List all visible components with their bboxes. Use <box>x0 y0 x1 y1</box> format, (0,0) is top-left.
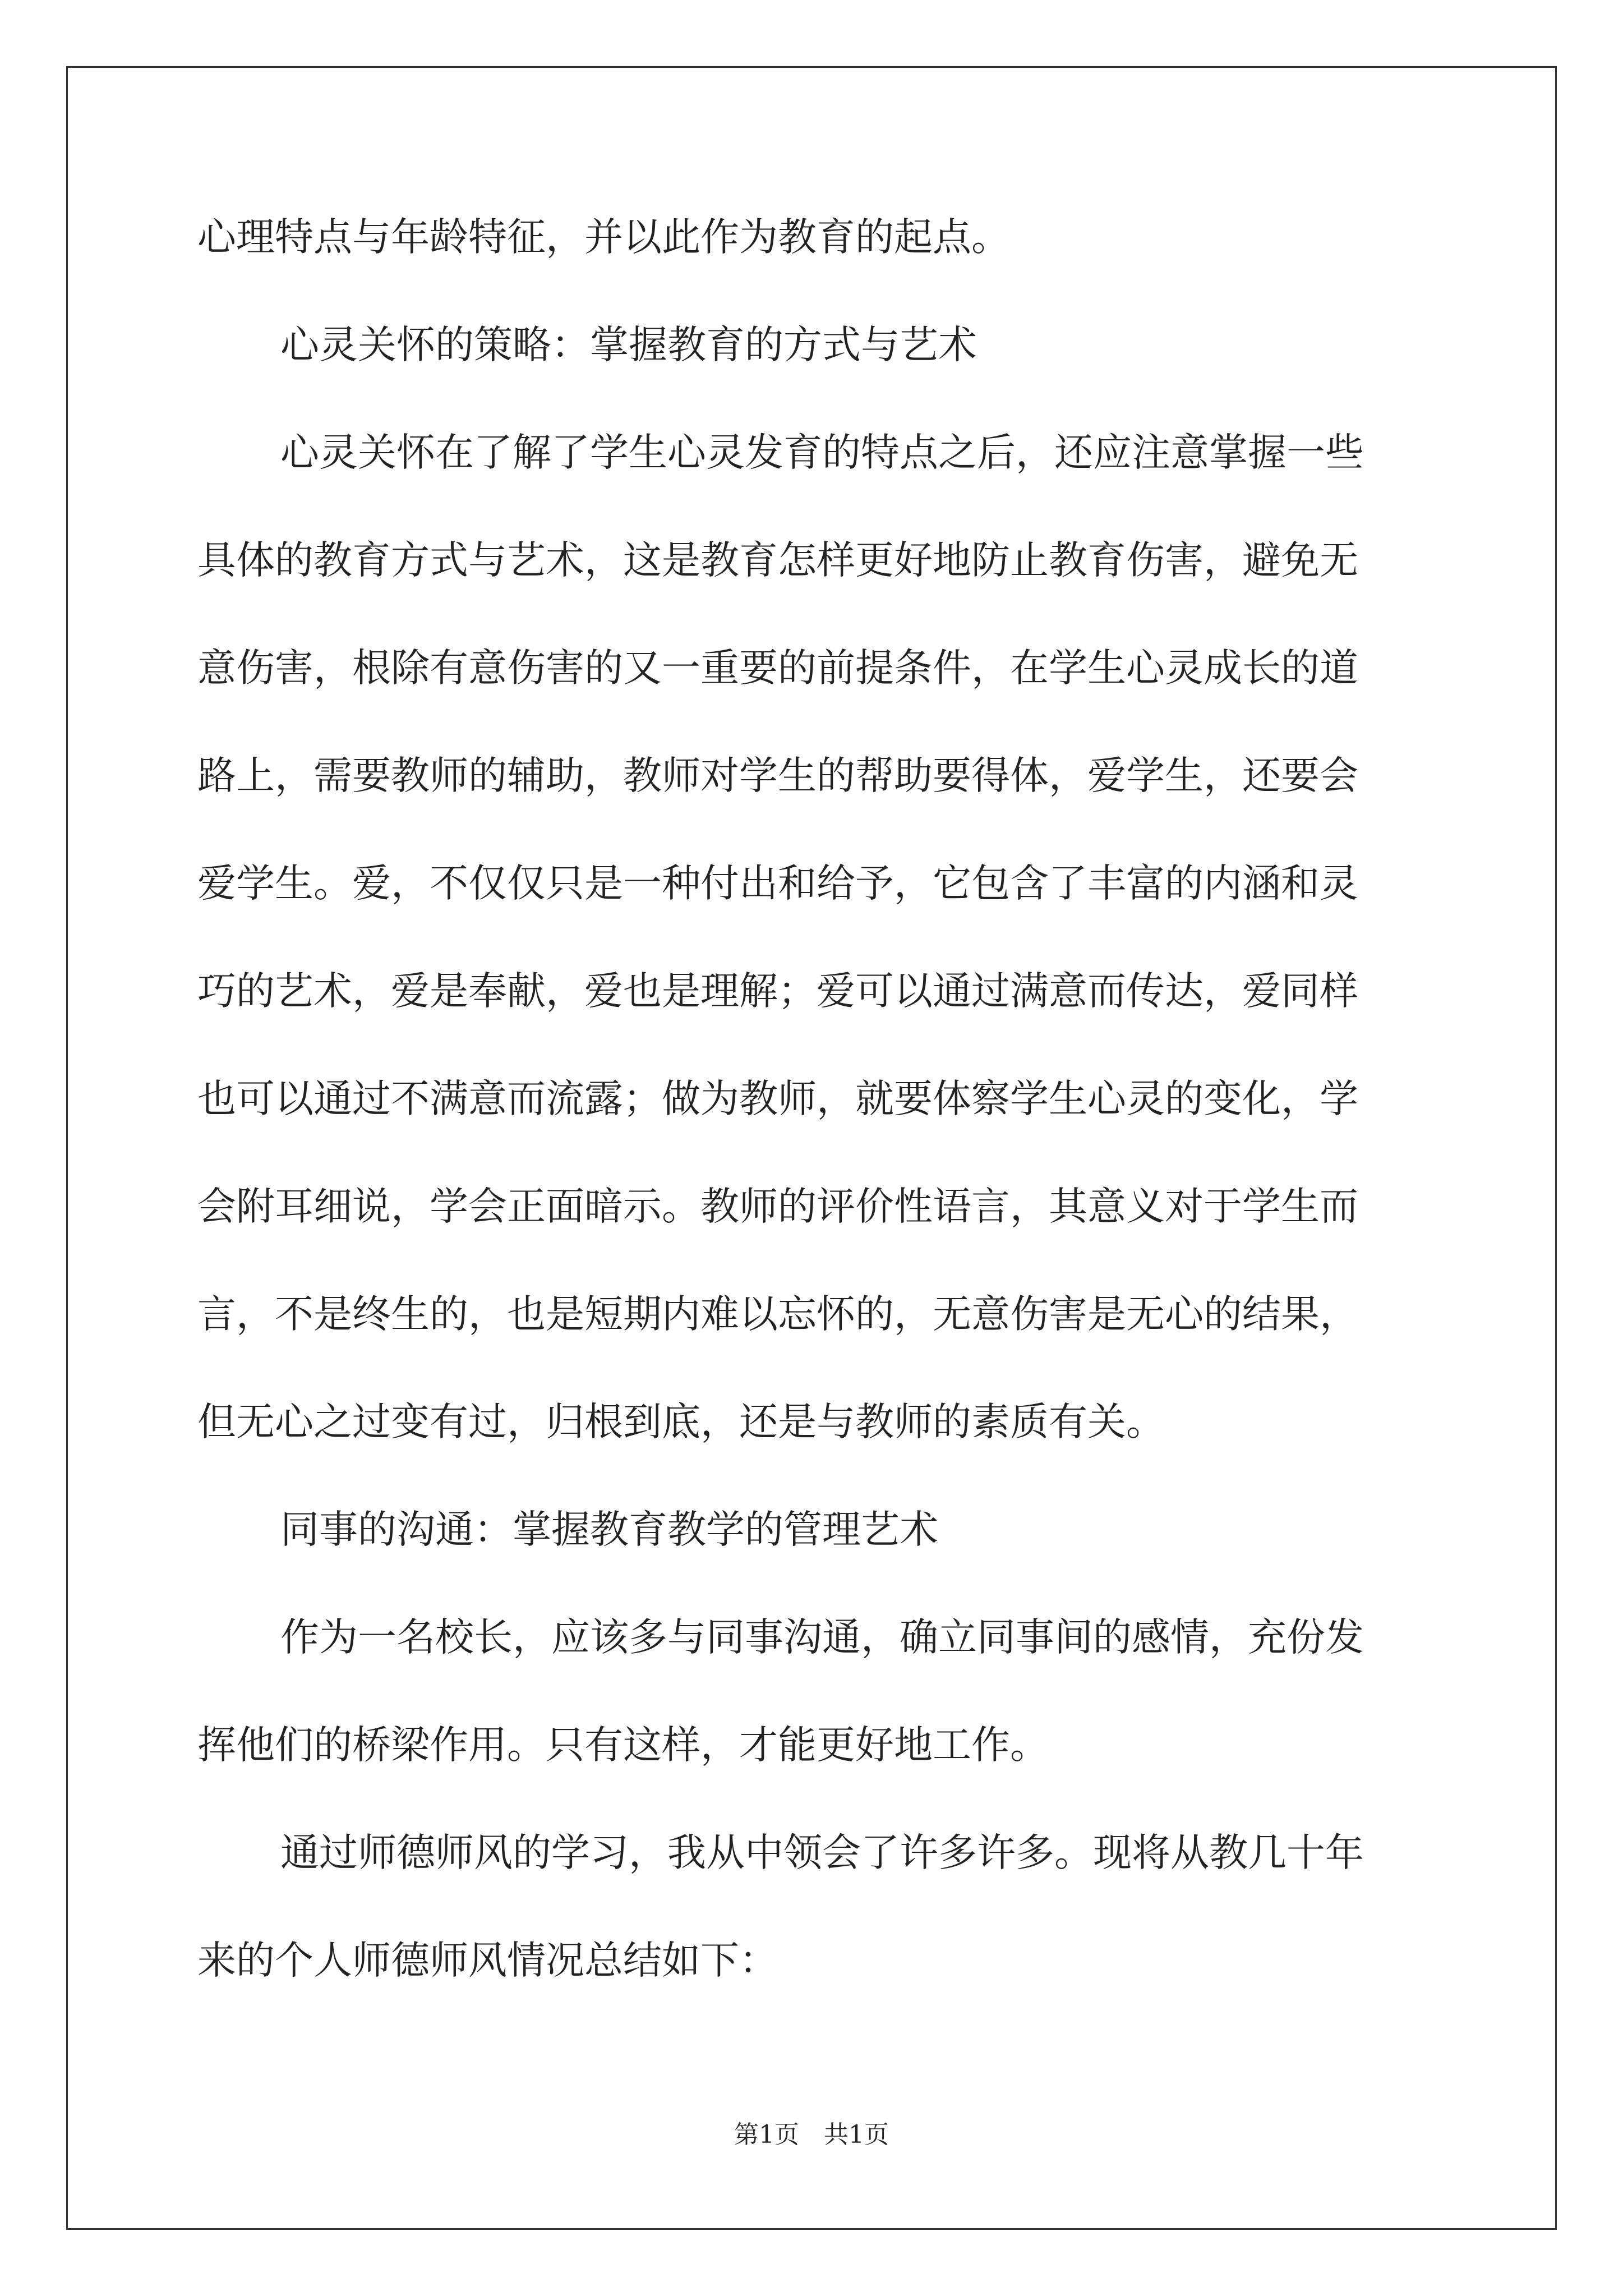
text-line: 会附耳细说，学会正面暗示。教师的评价性语言，其意义对于学生而 <box>197 1184 1358 1229</box>
text-line: 挥他们的桥梁作用。只有这样，才能更好地工作。 <box>197 1723 1049 1768</box>
text-line: 来的个人师德师风情况总结如下： <box>197 1938 778 1983</box>
text-line: 具体的教育方式与艺术，这是教育怎样更好地防止教育伤害，避免无 <box>197 538 1358 583</box>
text-line: 巧的艺术，爱是奉献，爱也是理解；爱可以通过满意而传达，爱同样 <box>197 969 1358 1014</box>
section-heading: 心灵关怀的策略：掌握教育的方式与艺术 <box>280 323 977 367</box>
text-line: 路上，需要教师的辅助，教师对学生的帮助要得体，爱学生，还要会 <box>197 753 1358 798</box>
text-line: 心理特点与年龄特征，并以此作为教育的起点。 <box>197 215 1010 260</box>
text-line: 但无心之过变有过，归根到底，还是与教师的素质有关。 <box>197 1400 1165 1444</box>
text-line: 意伤害，根除有意伤害的又一重要的前提条件，在学生心灵成长的道 <box>197 646 1358 691</box>
page-number-footer: 第1页 共1页 <box>734 2120 889 2149</box>
text-line: 通过师德师风的学习，我从中领会了许多许多。现将从教几十年 <box>280 1830 1364 1875</box>
text-line: 言，不是终生的，也是短期内难以忘怀的，无意伤害是无心的结果， <box>197 1292 1358 1337</box>
text-line: 也可以通过不满意而流露；做为教师，就要体察学生心灵的变化，学 <box>197 1076 1358 1121</box>
text-line: 心灵关怀在了解了学生心灵发育的特点之后，还应注意掌握一些 <box>280 430 1364 475</box>
text-line: 作为一名校长，应该多与同事沟通，确立同事间的感情，充份发 <box>280 1615 1364 1660</box>
page-border <box>66 66 1557 2230</box>
section-heading: 同事的沟通：掌握教育教学的管理艺术 <box>280 1507 938 1552</box>
text-line: 爱学生。爱，不仅仅只是一种付出和给予，它包含了丰富的内涵和灵 <box>197 861 1358 906</box>
